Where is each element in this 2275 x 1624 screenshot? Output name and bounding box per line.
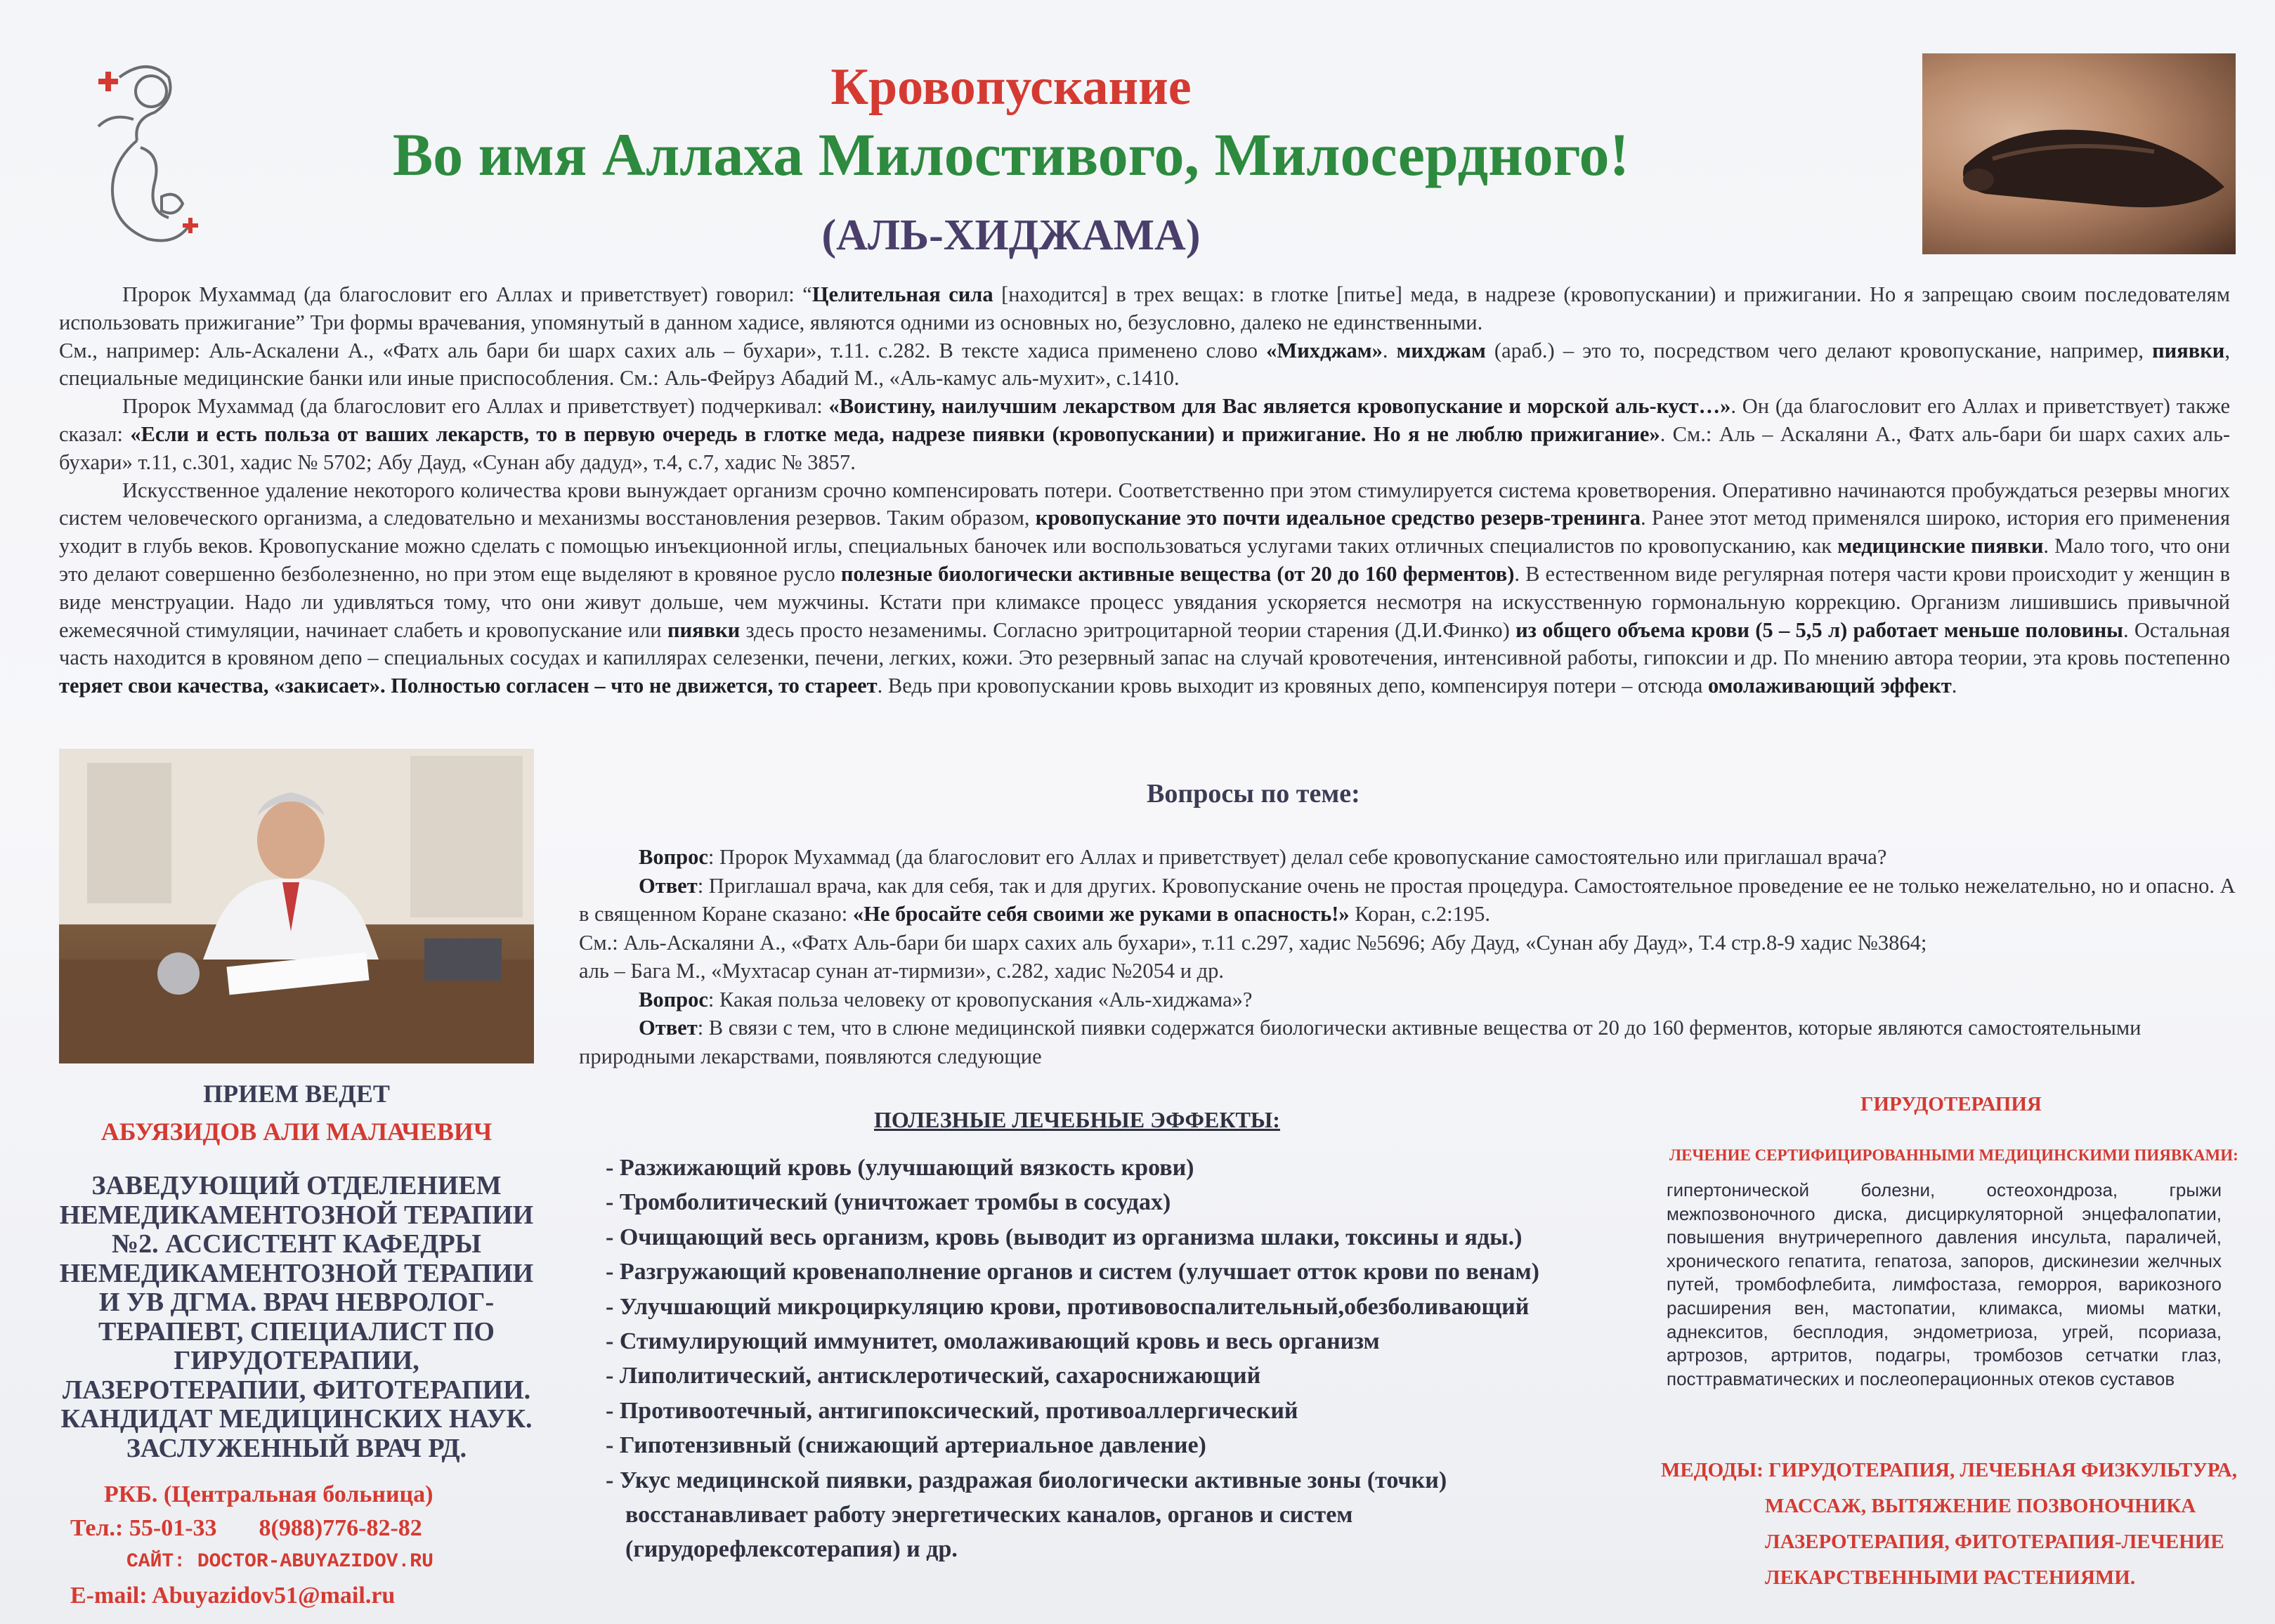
bismillah-subtitle: Во имя Аллаха Милостивого, Милосердного! [392, 121, 1630, 188]
methods-line: ЛЕКАРСТВЕННЫМИ РАСТЕНИЯМИ. [1765, 1566, 2136, 1589]
doctor-title: ЗАСЛУЖЕННЫЙ ВРАЧ РД. [126, 1433, 467, 1463]
contacts [70, 1478, 534, 1613]
doctor-position-text: ЗАВЕДУЮЩИЙ ОТДЕЛЕНИЕМ НЕМЕДИКАМЕНТОЗНОЙ ТЕРАПИИ №2. АССИСТЕНТ КАФЕДРЫ НЕМЕДИКАМЕНТОЗНОЙ ТЕРАПИИ И УВ ДГМА. ВРАЧ НЕВРОЛОГ-ТЕРАПЕВТ, СПЕЦИАЛИСТ ПО ГИРУДОТЕРАПИИ, ЛАЗЕРОТЕРАПИИ, ФИТОТЕРАПИИ. КАНДИДАТ МЕДИЦИНСКИХ НАУК. [59, 1171, 534, 1434]
methods-line: МЕДОДЫ: ГИРУДОТЕРАПИЯ, ЛЕЧЕБНАЯ ФИЗКУЛЬТУРА, [1661, 1459, 2237, 1481]
answer-2: Ответ: В связи с тем, что в слюне медицинской пиявки содержатся биологически активные вещества от 20 до 160 ферментов, которые являются самостоятельными природными лекарствами, появляются следующие [579, 1016, 2142, 1068]
questions-block [579, 843, 2237, 1070]
hijama-subtitle: (АЛЬ-ХИДЖАМА) [821, 211, 1201, 259]
methods [1661, 1453, 2237, 1596]
reference-2: аль – Бага М., «Мухтасар сунан ат-тирмизи», с.282, хадис №2054 и др. [579, 959, 1225, 983]
doctor-name: АБУЯЗИДОВ АЛИ МАЛАЧЕВИЧ [100, 1118, 493, 1146]
email: E-mail: Abuyazidov51@mail.ru [70, 1583, 396, 1609]
phones [70, 1512, 534, 1545]
methods-line: ЛАЗЕРОТЕРАПИЯ, ФИТОТЕРАПИЯ-ЛЕЧЕНИЕ [1765, 1531, 2224, 1553]
list-item: - Липолитический, антисклеротический, сахароснижающий [606, 1363, 1261, 1389]
intro-text [59, 281, 2230, 700]
hirudotherapy-title: ГИРУДОТЕРАПИЯ [1860, 1093, 2042, 1115]
intro-paragraph-3: Пророк Мухаммад (да благословит его Аллах и приветствует) подчеркивал: «Воистину, наилучшим лекарством для Вас является кровопускание и морской аль-куст…». Он (да благословит его Аллах и приветствует) также сказал: «Если и есть польза от ваших лекарств, то в первую очередь в глотке меда, надрезе пиявки (кровопускании) и прижигание. Но я не люблю прижигание». См.: Аль – Аскаляни А., Фатх аль-бари би шарх сахих аль-бухари» т.11, с.301, хадис № 5702; Абу Дауд, «Сунан абу дадуд», т.4, с.7, хадис № 3857. [59, 394, 2231, 474]
doctor-image [59, 749, 534, 1063]
list-item: - Укус медицинской пиявки, раздражая биологически активные зоны (точки) восстанавливает работу энергетических каналов, органов и систем (гирудорефлексотерапия) и др. [606, 1467, 1447, 1563]
questions-title: Вопросы по теме: [1147, 779, 1360, 808]
list-item: - Разжижающий кровь (улучшающий вязкость крови) [606, 1155, 1194, 1181]
list-item: - Стимулирующий иммунитет, омолаживающий кровь и весь организм [606, 1328, 1380, 1355]
phone-2: 8(988)776-82-82 [259, 1515, 422, 1541]
hospital-name: РКБ. (Центральная больница) [104, 1481, 434, 1507]
effects-list [606, 1151, 1674, 1567]
reference-1: См.: Аль-Аскаляни А., «Фатх Аль-бари би шарх сахих аль бухари», т.11 с.297, хадис №5696; Абу Дауд, «Сунан абу Дауд», Т.4 стр.8-9 хадис №3864; [579, 930, 1927, 955]
intro-paragraph-4: Искусственное удаление некоторого количества крови вынуждает организм срочно компенсировать потери. Соответственно при этом стимулируется система кроветворения. Оперативно начинаются пробуждаться резервы многих систем человеческого организма, а следовательно и механизмы восстановления резервов. Таким образом, кровопускание это почти идеальное средство резерв-тренинга. Ранее этот метод применялся широко, история его применения уходит в глубь веков. Кровопускание можно сделать с помощью инъекционной иглы, специальных баночек или воспользоваться услугами таких отличных специалистов по кровопусканию, как медицинские пиявки. Мало того, что они это делают совершенно безболезненно, но при этом еще выделяют в кровяное русло полезные биологически активные вещества (от 20 до 160 ферментов). В естественном виде регулярная потеря части крови происходит у женщин в виде менструации. Надо ли удивляться тому, что они живут дольше, чем мужчины. Кстати при климаксе процесс увядания ускоряется несмотря на искусственную гормональную коррекцию. Организм лишившись привычной ежемесячной стимуляции, начинает слабеть и кровопускание или пиявки здесь просто незаменимы. Согласно эритроцитарной теории старения (Д.И.Финко) из общего объема крови (5 – 5,5 л) работает меньше половины. Остальная часть находится в кровяном депо – специальных сосудах и капиллярах селезенки, печени, легких, кожи. Это резервный запас на случай кровотечения, интенсивной работы, гипоксии и др. По мнению автора теории, эта кровь постепенно теряет свои качества, «закисает». Полностью согласен – что не движется, то стареет. Ведь при кровопускании кровь выходит из кровяных депо, компенсируя потери – отсюда омолаживающий эффект. [59, 478, 2231, 698]
doctor-position [59, 1172, 534, 1463]
list-item: - Гипотензивный (снижающий артериальное давление) [606, 1432, 1206, 1459]
answer-1: Ответ: Приглашал врача, как для себя, так и для других. Кровопускание очень не простая процедура. Самостоятельное проведение ее не только нежелательно, но и опасно. А в священном Коране сказано: «Не бросайте себя своими же руками в опасность!» Коран, с.2:195. [579, 873, 2236, 926]
list-item: - Очищающий весь организм, кровь (выводит из организма шлаки, токсины и яды.) [606, 1224, 1523, 1250]
question-1: Вопрос: Пророк Мухаммад (да благословит его Аллах и приветствует) делал себе кровопускание самостоятельно или приглашал врача? [639, 845, 1887, 869]
phone-1: Тел.: 55-01-33 [70, 1515, 217, 1541]
list-item: - Улучшающий микроциркуляцию крови, противовоспалительный,обезболивающий [606, 1293, 1530, 1320]
intro-paragraph-1: Пророк Мухаммад (да благословит его Аллах и приветствует) говорил: “Целительная сила [находится] в трех вещах: в глотке [питье] меда, в надрезе (кровопускании) и прижигании. Но я запрещаю своим последователям использовать прижигание” Три формы врачевания, упомянутый в данном хадисе, являются одними из основных но, безусловно, далеко не единственными. [59, 282, 2230, 334]
effects-title: ПОЛЕЗНЫЕ ЛЕЧЕБНЫЕ ЭФФЕКТЫ: [874, 1107, 1280, 1132]
intro-paragraph-2: См., например: Аль-Аскалени А., «Фатх аль бари би шарх сахих аль – бухари», т.11. с.282. В тексте хадиса применено слово «Михджам». миxджам (араб.) – это то, посредством чего делают кровопускание, например, пиявки, специальные медицинские банки или иные приспособления. См.: Аль-Фейруз Абадий М., «Аль-камус аль-мухит», с.1410. [59, 338, 2230, 391]
doctor-photo [59, 749, 534, 1063]
page-title: Кровопускание [830, 58, 1192, 116]
hirudotherapy-subtitle: ЛЕЧЕНИЕ СЕРТИФИЦИРОВАННЫМИ МЕДИЦИНСКИМИ ПИЯВКАМИ: [1669, 1146, 2238, 1164]
doctor-heading: ПРИЕМ ВЕДЕТ [203, 1080, 390, 1108]
question-2: Вопрос: Какая польза человеку от кровопускания «Аль-хиджама»? [639, 987, 1253, 1011]
list-item: - Противоотечный, антигипоксический, противоаллергический [606, 1397, 1298, 1424]
hirudotherapy-diseases: гипертонической болезни, остеохондроза, грыжи межпозвоночного диска, дисциркуляторной энцефалопатии, повышения внутричерепного давления инсульта, параличей, хронического гепатита, гепатоза, запоров, дискинезии желчных путей, тромбофлебита, лимфостаза, геморроя, варикозного расширения вен, мастопатии, климакса, миомы матки, аднекситов, бесплодия, эндометриоза, угрей, псориаза, артрозов, артритов, подагры, тромбозов сетчатки глаз, посттравматических и послеоперационных отеков суставов [1667, 1179, 2222, 1389]
list-item: - Разгружающий кровенаполнение органов и систем (улучшает отток крови по венам) [606, 1259, 1539, 1285]
list-item: - Тромболитический (уничтожает тромбы в сосудах) [606, 1189, 1171, 1216]
methods-line: МАССАЖ, ВЫТЯЖЕНИЕ ПОЗВОНОЧНИКА [1765, 1495, 2196, 1517]
website: САЙТ: DOCTOR-ABUYAZIDOV.RU [126, 1551, 434, 1573]
